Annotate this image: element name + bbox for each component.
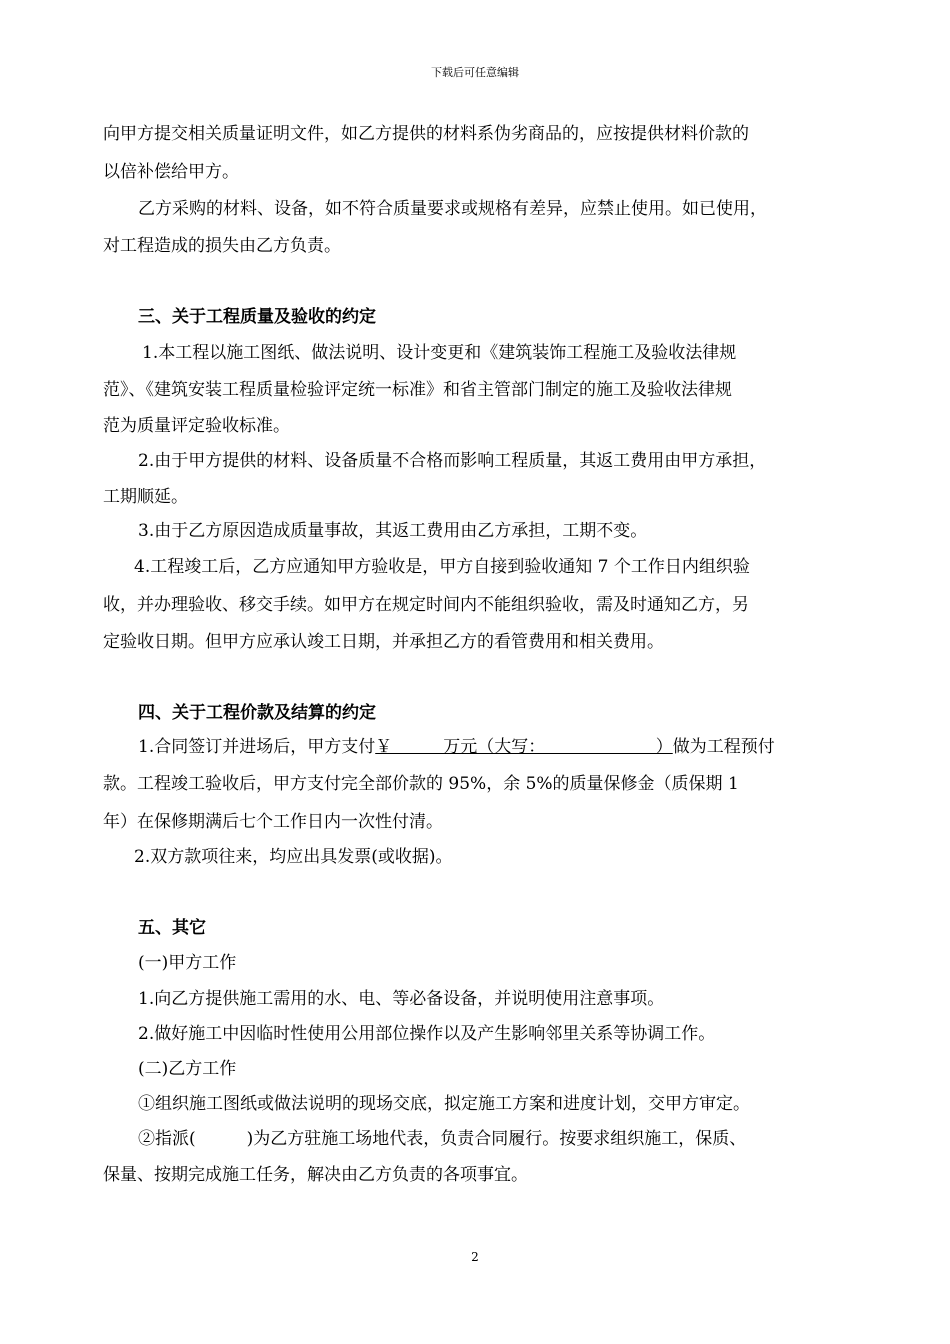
body-line: 工期顺延。 (103, 487, 188, 507)
body-line: ②指派( )为乙方驻施工场地代表，负责合同履行。按要求组织施工，保质、 (138, 1129, 747, 1149)
body-line: 以倍补偿给甲方。 (103, 162, 239, 182)
body-line: ①组织施工图纸或做法说明的现场交底，拟定施工方案和进度计划，交甲方审定。 (138, 1094, 750, 1114)
body-line: (二)乙方工作 (138, 1059, 237, 1079)
body-line: 1.本工程以施工图纸、做法说明、设计变更和《建筑装饰工程施工及验收法律规 (142, 343, 737, 363)
payment-text: 1.合同签订并进场后，甲方支付 (138, 737, 376, 757)
body-line: 年）在保修期满后七个工作日内一次性付清。 (103, 812, 443, 832)
body-line: 乙方采购的材料、设备，如不符合质量要求或规格有差异，应禁止使用。如已使用， (138, 199, 767, 219)
body-line: 3.由于乙方原因造成质量事故，其返工费用由乙方承担，工期不变。 (138, 521, 648, 541)
body-line: 保量、按期完成施工任务，解决由乙方负责的各项事宜。 (103, 1165, 528, 1185)
payment-text-end: 做为工程预付 (672, 737, 775, 757)
body-line: 1.向乙方提供施工需用的水、电、等必备设备，并说明使用注意事项。 (138, 989, 665, 1009)
body-line: 2.做好施工中因临时性使用公用部位操作以及产生影响邻里关系等协调工作。 (138, 1024, 716, 1044)
body-line: 2.由于甲方提供的材料、设备质量不合格而影响工程质量，其返工费用由甲方承担， (138, 451, 767, 471)
body-line-payment (138, 735, 775, 759)
section-heading-3: 三、关于工程质量及验收的约定 (138, 307, 376, 327)
body-line: 范为质量评定验收标准。 (103, 416, 290, 436)
body-line: 范》、《建筑安装工程质量检验评定统一标准》和省主管部门制定的施工及验收法律规 (103, 380, 732, 400)
body-line: 收，并办理验收、移交手续。如甲方在规定时间内不能组织验收，需及时通知乙方，另 (103, 595, 749, 615)
page-number: 2 (471, 1250, 479, 1264)
body-line: (一)甲方工作 (138, 953, 237, 973)
body-line: 定验收日期。但甲方应承认竣工日期，并承担乙方的看管费用和相关费用。 (103, 632, 664, 652)
section-heading-5: 五、其它 (138, 918, 206, 938)
body-line: 向甲方提交相关质量证明文件，如乙方提供的材料系伪劣商品的，应按提供材料价款的 (103, 124, 749, 144)
section-heading-4: 四、关于工程价款及结算的约定 (138, 703, 376, 723)
body-line: 4.工程竣工后，乙方应通知甲方验收是，甲方自接到验收通知 7 个工作日内组织验 (134, 557, 750, 577)
body-line: 款。工程竣工验收后，甲方支付完全部价款的 95%，余 5%的质量保修金（质保期 1 (103, 774, 739, 794)
body-line: 2.双方款项往来，均应出具发票(或收据)。 (134, 847, 453, 867)
page-header: 下载后可任意编辑 (431, 66, 519, 79)
payment-amount-blank: ￥ 万元（大写： ） (375, 737, 673, 757)
body-line: 对工程造成的损失由乙方负责。 (103, 236, 341, 256)
